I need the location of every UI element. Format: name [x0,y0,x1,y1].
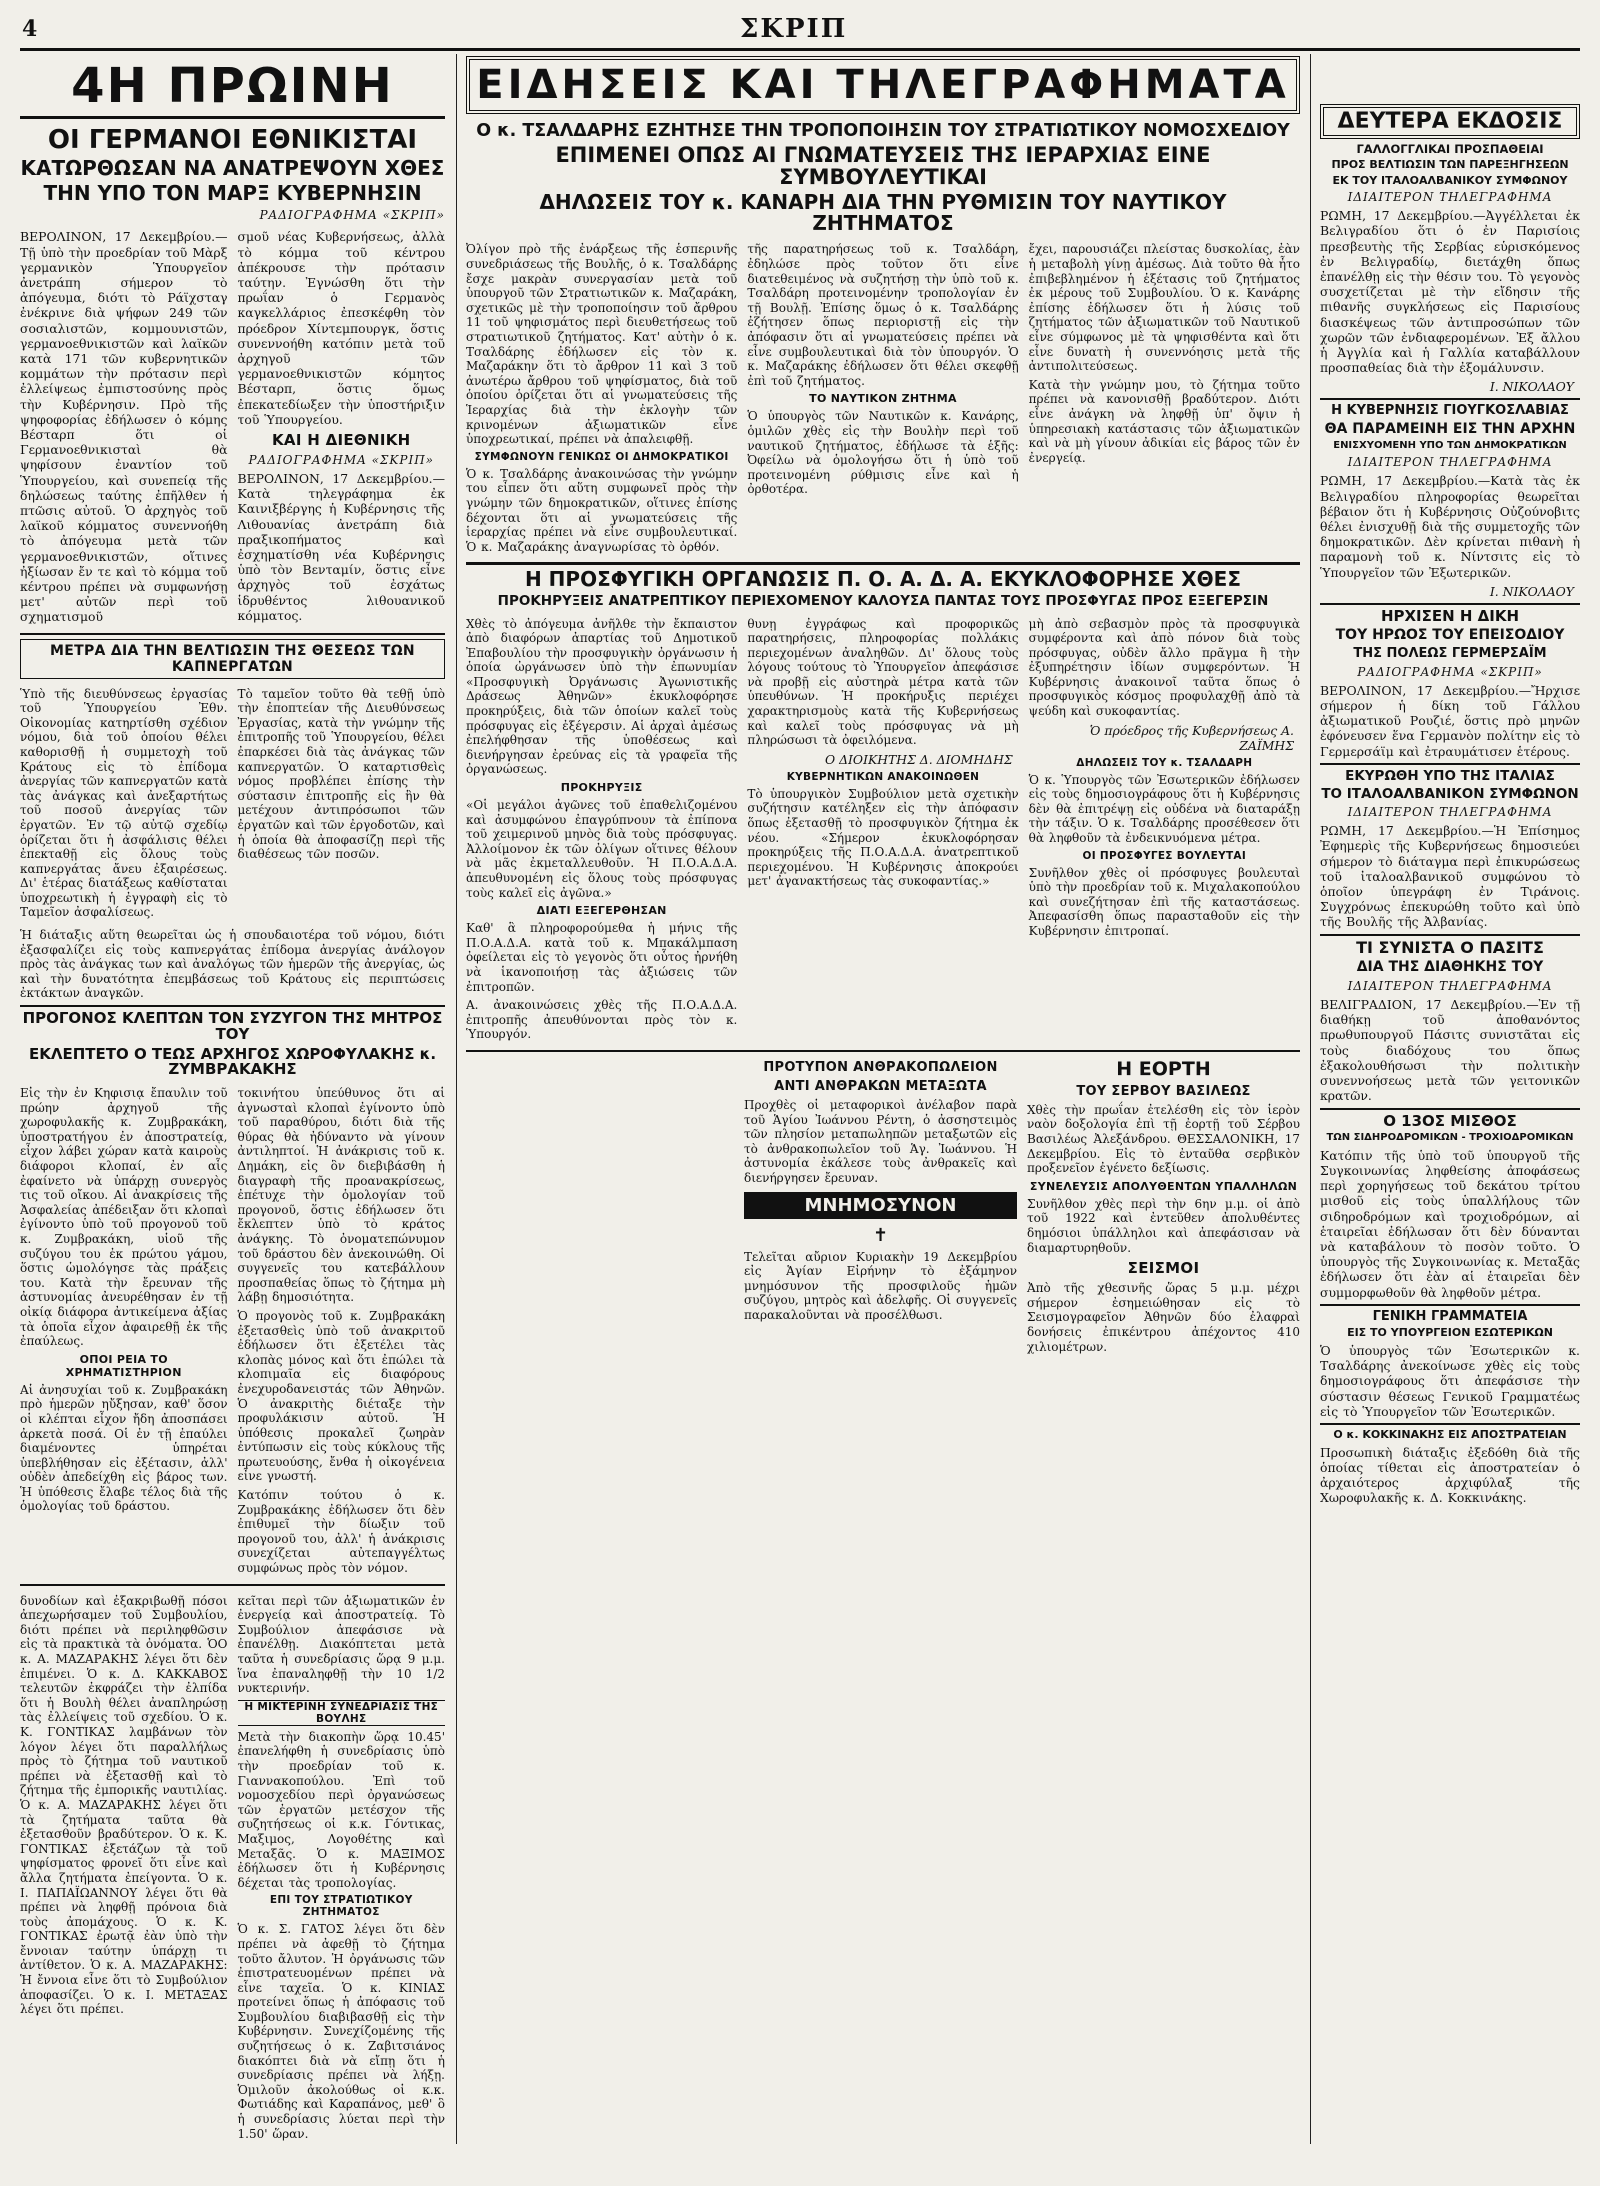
refugee-head-c: ΔΗΛΩΣΕΙΣ ΤΟΥ κ. ΤΣΑΛΔΑΡΗ [1076,756,1253,769]
refugee-text-c2: Ὁ κ. Ὑπουργὸς τῶν Ἐσωτερικῶν ἐδήλωσεν εἰς τοὺς δημοσιογράφους ὅτι ἡ Κυβέρνησις δὲν θὰ ἐπιτρέψῃ εἰς οὐδένα νὰ διαταράξῃ τὴν τάξιν. Ὁ κ. Τσαλδάρης προσέθεσεν ὅτι θὰ ληφθοῦν τὰ ἐνδεικνυόμενα μέτρα. [1028,772,1300,846]
column-rule [1310,54,1311,2144]
refugee-sign-c: Ὁ πρόεδρος τῆς Κυβερνήσεως Α. ΖΑΪΜΗΣ [1089,722,1294,753]
lower-head-b3: ΣΥΝΕΛΕΥΣΙΣ ΑΠΟΛΥΘΕΝΤΩΝ ΥΠΑΛΛΗΛΩΝ [1029,1179,1298,1193]
refugee-text-a3: Καθ' ἃ πληροφορούμεθα ἡ μήνις τῆς Π.Ο.Α.Δ.Α. κατὰ τοῦ κ. Μπακάλμπαση ὀφείλεται εἰς τὸ γεγονὸς ὅτι οὗτος ἠρνήθη νὰ ἱκανοποιήσῃ τὰς ἀξιώσεις τῶν ἐπιτροπῶν. [466,921,738,994]
r4-source: ΙΔΙΑΙΤΕΡΟΝ ΤΗΛΕΓΡΑΦΗΜΑ [1347,805,1553,820]
refugee-text-a4: Α. ἀνακοινώσεις χθὲς τῆς Π.Ο.Α.Δ.Α. ἐπιτροπῆς ἀπευθύνονται πρὸς τὸν κ. Ὑπουργόν. [466,998,738,1042]
sub-headline: ΚΑΙ Η ΔΙΕΘΝΙΚΗ [271,430,411,449]
story-body [20,225,445,628]
r3-headline-2: ΤΟΥ ΗΡΩΟΣ ΤΟΥ ΕΠΕΙΣΟΔΙΟΥ [1335,627,1565,644]
r5-source: ΙΔΙΑΙΤΕΡΟΝ ΤΗΛΕΓΡΑΦΗΜΑ [1347,979,1553,994]
r8-headline: Ο κ. ΚΟΚΚΙΝΑΚΗΣ ΕΙΣ ΑΠΟΣΤΡΑΤΕΙΑΝ [1333,1427,1567,1441]
story4-text-a: δυνοδίων καὶ ἐξακριβωθῇ πόσοι ἀπεχωρήσαμεν τοῦ Συμβουλίου, διότι πρέπει νὰ περιληφθῶσιν εἰς τὰ πρακτικὰ τὰ ὀνόματα. ὉΟ κ. Α. ΜΑΖΑΡΑΚΗΣ λέγει ὅτι δὲν ἐπιμένει. Ὁ κ. Δ. ΚΑΚΚΑΒΟΣ τελευτῶν ἐκφράζει τὴν ἐλπίδα ὅτι ἡ Βουλὴ θέλει ἀναπληρώσῃ τὰς ἐλλείψεις τοῦ σχεδίου. Ὁ κ. Κ. ΓΟΝΤΙΚΑΣ λαμβάνων τὸν λόγον λέγει ὅτι παραλλήλως πρὸς τὸ ζήτημα τοῦ ναυτικοῦ πρέπει νὰ ἐξετασθῇ καὶ τὸ ζήτημα τῆς ἐμπορικῆς ναυτιλίας. Ὁ κ. Α. ΜΑΖΑΡΑΚΗΣ λέγει ὅτι τὰ ζητήματα ταῦτα θὰ ἐξετασθοῦν βραδύτερον. Ὁ κ. Κ. ΓΟΝΤΙΚΑΣ ἐξετάζων τὰ τοῦ ψηφίσματος φρονεῖ ὅτι εἶνε καὶ ἄλλα ζητήματα ἐπείγοντα. Ὁ κ. Ι. ΠΑΠΑΪΩΑΝΝΟΥ λέγει ὅτι θὰ πρέπει νὰ ληφθῇ πρόνοια διὰ τοὺς ἀπομάχους. Ὁ κ. Κ. ΓΟΝΤΙΚΑΣ ἐρωτᾷ ἐὰν ὑπὸ τὴν ἔννοιαν ταύτην ὑπάρχῃ τι ἀντίθετον. Ὁ κ. Α. ΜΑΖΑΡΑΚΗΣ: Ἡ ἔννοια εἶνε ὅτι τὸ Συμβούλιον ἀποφασίζει. Ὁ κ. Ι. ΜΕΤΑΞΑΣ λέγει ὅτι πρέπει. [20,1593,228,2017]
lead-headline-2: ΕΠΙΜΕΝΕΙ ΟΠΩΣ ΑΙ ΓΝΩΜΑΤΕΥΣΕΙΣ ΤΗΣ ΙΕΡΑΡΧΙΑΣ ΕΙΝΕ ΣΥΜΒΟΥΛΕΥΤΙΚΑΙ [555,143,1211,190]
divider [1320,1304,1580,1306]
r2-text: ΡΩΜΗ, 17 Δεκεμβρίου.—Κατὰ τὰς ἐκ Βελιγραδίου πληροφορίας θεωρεῖται βέβαιον ὅτι ἡ Κυβέρνησις Οὐζούνοβιτς θέλει ἐνισχυθῇ διὰ τῆς συμμετοχῆς τῶν δημοκρατικῶν. Δὲν κρίνεται πιθανὴ ἡ παραμονὴ τοῦ κ. Νίντσιτς εἰς τὸ Ὑπουργεῖον τῶν Ἐξωτερικῶν. [1320,473,1580,580]
lower-text-b: Χθὲς τὴν πρωΐαν ἐτελέσθη εἰς τὸν ἱερὸν ναὸν δοξολογία ἐπὶ τῇ ἐορτῇ τοῦ Σέρβου Βασιλέως Ἀλεξάνδρου. ΘΕΣΣΑΛΟΝΙΚΗ, 17 Δεκεμβρίου. Εἰς τὸ ἐνταῦθα σερβικὸν προξενεῖον ἐγένετο δεξίωσις. [1027,1102,1300,1176]
headline-line-1: ΟΙ ΓΕΡΜΑΝΟΙ ΕΘΝΙΚΙΣΤΑΙ [47,125,418,155]
story2-body [20,683,445,925]
second-edition-section [1320,54,1580,2144]
lead-text-c: ἔχει, παρουσιάζει πλείστας δυσκολίας, ἐὰν ἡ μεταβολὴ γίνῃ ἀμέσως. Διὰ τοῦτο θὰ ἦτο ἐπιβεβλημένον ἡ ἐξέτασις τοῦ ζητήματος ἐκ μέρους τοῦ Συμβουλίου. Ὁ κ. Κανάρης ἐπίσης ἐδήλωσεν ὅτι ἡ λύσις τοῦ ζητήματος τῶν ἀξιωματικῶν τοῦ Ναυτικοῦ εἶνε σύμφωνος μὲ τὰ ψηφισθέντα καὶ ὅτι εἶνε δυνατὴ ἡ συνεννόησις μετὰ τῆς ἀντιπολιτεύσεως. [1028,242,1300,374]
r4-headline-1: ΕΚΥΡΩΘΗ ΥΠΟ ΤΗΣ ΙΤΑΛΙΑΣ [1345,767,1555,784]
r1-headline-2: ΠΡΟΣ ΒΕΛΤΙΩΣΙΝ ΤΩΝ ΠΑΡΕΞΗΓΗΣΕΩΝ [1331,158,1569,172]
left-section [20,54,445,2144]
divider [1320,763,1580,765]
r6-headline-1: Ο 13ΟΣ ΜΙΣΘΟΣ [1383,1111,1517,1130]
story4-heading-c: ΕΠΙ ΤΟΥ ΣΤΡΑΤΙΩΤΙΚΟΥ ΖΗΤΗΜΑΤΟΣ [269,1894,413,1919]
refugee-text-b: θυνῃ ἐγγράφως καὶ προφορικῶς παρατηρήσεις, πληροφορίας πολλάκις περιεχομένων ἀναληθῶν. Δι' ὅλους τοὺς λόγους τούτους τὸ Ὑπουργεῖον ἀπεφάσισε νὰ προβῇ εἰς αὐστηρὰ μέτρα κατὰ τῶν ὑπευθύνων. Ἡ προκήρυξις περιέχει χαρακτηρισμοὺς κατὰ τῆς Κυβερνήσεως καὶ καλεῖ τοὺς πρόσφυγας νὰ μὴ πληρώσωσι τὰ ὀφειλόμενα. [747,616,1019,748]
divider [20,633,445,635]
r1-sign: Ι. ΝΙΚΟΛΑΟΥ [1489,379,1574,395]
r2-sign: Ι. ΝΙΚΟΛΑΟΥ [1489,583,1574,599]
divider [466,562,1300,565]
story4-text-b: κεῖται περὶ τῶν ἀξιωματικῶν ἐν ἐνεργείᾳ καὶ ἀποστρατείᾳ. Τὸ Συμβούλιον ἀπεφάσισε νὰ ἐπανέλθῃ. Διακόπτεται μετὰ ταῦτα ἡ συνεδρίασις ὥρᾳ 9 μ.μ. ἵνα ἐπαναληφθῇ τὴν 10 1/2 νυκτερινήν. [237,1593,445,1696]
r1-text: ΡΩΜΗ, 17 Δεκεμβρίου.—Ἀγγέλλεται ἐκ Βελιγραδίου ὅτι ὁ ἐν Παρισίοις πρεσβευτὴς τῆς Σερβίας εὑρισκόμενος ἐν Βελιγραδίῳ, διετάχθη ὅπως ἐπανέλθῃ εἰς τὴν θέσιν του. Τὸ γεγονὸς συσχετίζεται μὲ τὴν εἴδησιν τῆς πιθανῆς συγκλήσεως εἰς Παρισίους διασκέψεως τῶν ἀντιπροσώπων τῶν χωρῶν τῶν ἐνδιαφερομένων. Ἐξ ἄλλου ἡ Ἀγγλία καὶ ἡ Γαλλία καταβάλλουν προσπαθείας διὰ τὴν ἐξομάλυνσιν. [1320,208,1580,376]
r3-headline-3: ΤΗΣ ΠΟΛΕΩΣ ΓΕΡΜΕΡΣΑΪΜ [1353,646,1547,662]
story2-text-b: Τὸ ταμεῖον τοῦτο θὰ τεθῇ ὑπὸ τὴν ἐποπτείαν τῆς Διευθύνσεως Ἐργασίας, κατὰ τὴν γνώμην τῆς ἐπιτροπῆς τοῦ Ὑπουργείου, θέλει ἐπαρκέσει διὰ τὰς ἀνάγκας τῶν καπνεργατῶν. Ὁ καταρτισθεὶς νόμος προβλέπει ἐπίσης τὴν σύστασιν ἐπιτροπῆς εἰς ἣν θὰ μετέχουν ἀντιπρόσωποι τῶν ἐργατῶν καὶ τῶν ἐργοδοτῶν, καὶ ἡ ὁποία θὰ ἀποφασίζῃ περὶ τῆς διαθέσεως τῶν ποσῶν. [237,686,445,862]
cross-icon: ✝ [872,1224,889,1246]
lower-head-b: Η ΕΟΡΤΗ [1116,1057,1211,1080]
r1-headline-3: ΕΚ ΤΟΥ ΙΤΑΛΟΑΛΒΑΝΙΚΟΥ ΣΥΜΦΩΝΟΥ [1332,173,1568,187]
refugee-head-b: ΚΥΒΕΡΝΗΤΙΚΩΝ ΑΝΑΚΟΙΝΩΘΕΝ [786,770,980,783]
second-edition-title: ΔΕΥΤΕΡΑ ΕΚΔΟΣΙΣ [1337,109,1563,134]
refugee-subheadline: ΠΡΟΚΗΡΥΞΕΙΣ ΑΝΑΤΡΕΠΤΙΚΟΥ ΠΕΡΙΕΧΟΜΕΝΟΥ ΚΑΛΟΥΣΑ ΠΑΝΤΑΣ ΤΟΥΣ ΠΡΟΣΦΥΓΑΣ ΠΡΟΣ ΕΞΕΓΕΡΣΙΝ [497,593,1269,610]
r6-headline-2: ΤΩΝ ΣΙΔΗΡΟΔΡΟΜΙΚΩΝ - ΤΡΟΧΙΟΔΡΟΜΙΚΩΝ [1326,1132,1574,1144]
story3b-text-b: Κατόπιν τούτου ὁ κ. Ζυμβρακάκης ἐδήλωσεν ὅτι δὲν ἐπιθυμεῖ τὴν δίωξιν τοῦ προγονοῦ του, ἀλλ' ἡ ἀνάκρισις συνεχίζεται αὐτεπαγγέλτως συμφώνως πρὸς τὸν νόμον. [237,1488,445,1576]
divider [20,1584,445,1586]
story3b-heading: ΟΠΟΙ ΡΕΙΑ ΤΟ ΧΡΗΜΑΤΙΣΤΗΡΙΟΝ [65,1352,182,1379]
story4-body [20,1590,445,2144]
page-number: 4 [22,16,38,42]
lower-text-b3: Ἀπὸ τῆς χθεσινῆς ὥρας 5 μ.μ. μέχρι σήμερον ἐσημειώθησαν εἰς τὸ Σεισμογραφεῖον Ἀθηνῶν δύο ἐλαφραὶ δονήσεις ἐπικέντρου ἀπέχοντος 410 χιλιομέτρων. [1027,1281,1300,1354]
lead-text-a: Ὀλίγον πρὸ τῆς ἐνάρξεως τῆς ἑσπερινῆς συνεδριάσεως τῆς Βουλῆς, ὁ κ. Τσαλδάρης ἔσχε μακρὰν συνεργασίαν μετὰ τοῦ ὑπουργοῦ τῶν Στρατιωτικῶν κ. Μαζαράκη, σχετικῶς μὲ τὴν τροποποίησιν τοῦ ἄρθρου 11 τοῦ ψηφισμάτος περὶ διευθετήσεως τοῦ στρατιωτικοῦ ζητήματος. Κατ' αὐτὴν ὁ κ. Τσαλδάρης ἐδήλωσεν εἰς τὸν κ. Μαζαράκην ὅτι τὸ ἄρθρον 11 καὶ 3 τοῦ ἀνωτέρω ἄρθρου τοῦ ψηφίσματος, διὰ τοῦ ὁποίου ὁρίζεται ὅτι αἱ γνωματεύσεις τῆς Ἱεραρχίας διὰ τὴν ἐκλογὴν τῶν κρινομένων ἀξιωματικῶν εἶνε ὑποχρεωτικαί, πρέπει νὰ ἀπαλειφθῇ. [466,242,738,447]
banner-box [466,56,1300,114]
headline-line-3: ΤΗΝ ΥΠΟ ΤΟΝ ΜΑΡΞ ΚΥΒΕΡΝΗΣΙΝ [43,181,422,206]
lead-headline-1: Ο κ. ΤΣΑΛΔΑΡΗΣ ΕΖΗΤΗΣΕ ΤΗΝ ΤΡΟΠΟΠΟΙΗΣΙΝ ΤΟΥ ΣΤΡΑΤΙΩΤΙΚΟΥ ΝΟΜΟΣΧΕΔΙΟΥ [476,121,1290,141]
refugee-text-a: Χθὲς τὸ ἀπόγευμα ἀνῆλθε τὴν ἔκπαιστον ἀπὸ διαφόρων ἀπαρτίας τοῦ Δημοτικοῦ Ἐπαβουλίου τὴν προσφυγικὴν ὀργάνωσιν ἡ ὁποία ὠργάνωσεν ὑπὸ τὴν ἐπωνυμίαν «Προσφυγικὴ Ὀργάνωσις Ἀγωνιστικῆς Δράσεως Ἀθηνῶν» ἐκυκλοφόρησε προκηρύξεις, διὰ τῶν ὁποίων καλεῖ τοὺς πρόσφυγας εἰς ἐξέγερσιν. Αἱ ἀρχαὶ ἀμέσως ἐπελήφθησαν τῆς ὑποθέσεως καὶ διενήργησαν ἐρεύνας εἰς τὰ γραφεῖα τῆς ὀργανώσεως. [466,616,738,777]
r5-text: ΒΕΛΙΓΡΑΔΙΟΝ, 17 Δεκεμβρίου.—Ἐν τῇ διαθήκῃ τοῦ ἀποθανόντος πρωθυπουργοῦ Πάσιτς συνιστᾶται εἰς τοὺς διαδόχους του ὅπως ἐξακολουθήσωσι τὴν πολιτικὴν συνεννοήσεως μετὰ τῶν γειτονικῶν κρατῶν. [1320,997,1580,1104]
divider [1320,1423,1580,1425]
lead-subhead-a: ΣΥΜΦΩΝΟΥΝ ΓΕΝΙΚΩΣ ΟΙ ΔΗΜΟΚΡΑΤΙΚΟΙ [474,450,729,463]
story3-text-c: Ὁ προγονὸς τοῦ κ. Ζυμβρακάκη ἐξετασθεὶς ὑπὸ τοῦ ἀνακριτοῦ ἐδήλωσεν ὅτι ἐξετέλει τὰς κλοπὰς μόνος καὶ ὅτι ἐπώλει τὰ κλοπιμαῖα εἰς διαφόρους ἐνεχυροδανειστάς τῶν Ἀθηνῶν. Ὁ ἀνακριτὴς διέταξε τὴν προφυλάκισιν αὐτοῦ. Ἡ ὑπόθεσις προκαλεῖ ζωηρὰν ἐντύπωσιν εἰς τοὺς κύκλους τῆς πρωτευούσης, ἔνθα ἡ οἰκογένεια εἶνε γνωστή. [237,1308,445,1484]
refugee-head-c2: ΟΙ ΠΡΟΣΦΥΓΕΣ ΒΟΥΛΕΥΤΑΙ [1082,849,1247,862]
refugee-text-a2: «Οἱ μεγάλοι ἀγῶνες τοῦ ἐπαθελιζομένου καὶ ἀσυμφώνου ἐπαγρύπνουν τὰ ἐπίπονα τοῦ χειμερινοῦ μηνὸς διὰ τοὺς πρόσφυγας. Ἀλλοίμονον ἐκ τῶν ὀλίγων οἵτινες θέλουν νὰ μᾶς ἐκμεταλλευθοῦν. Ἡ Π.Ο.Α.Δ.Α. ἀπευθυνομένη εἰς ὅλους τοὺς πρόσφυγας τοὺς καλεῖ εἰς ἀγῶνα.» [466,798,738,900]
r4-headline-2: ΤΟ ΙΤΑΛΟΑΛΒΑΝΙΚΟΝ ΣΥΜΦΩΝΟΝ [1321,786,1579,802]
lead-text-c2: Κατὰ τὴν γνώμην μου, τὸ ζήτημα τοῦτο πρέπει νὰ κανονισθῇ βραδύτερον. Διότι εἶνε ἀνάγκη νὰ ληφθῇ ὑπ' ὄψιν ἡ ὑπηρεσιακὴ κατάστασις τῶν ἀξιωματικῶν καὶ νὰ μὴ γίνουν ἀδικίαι εἰς βάρος τῶν ἐν ἐνεργείᾳ. [1028,377,1300,465]
divider [466,1050,1300,1052]
divider [1320,1108,1580,1110]
r2-headline-2: ΘΑ ΠΑΡΑΜΕΙΝΗ ΕΙΣ ΤΗΝ ΑΡΧΗΝ [1324,421,1576,438]
newspaper-page [20,14,1580,2148]
lower-text-b2: Συνῆλθον χθὲς περὶ τὴν 6ην μ.μ. οἱ ἀπὸ τοῦ 1922 καὶ ἐντεῦθεν ἀπολυθέντες δημόσιοι ὑπάλληλοι καὶ ἀπεφάσισαν νὰ διαμαρτυρηθοῦν. [1027,1196,1300,1255]
edition-title: 4Η ΠΡΩΙΝΗ [20,58,445,119]
story2-headline: ΜΕΤΡΑ ΔΙΑ ΤΗΝ ΒΕΛΤΙΩΣΙΝ ΤΗΣ ΘΕΣΕΩΣ ΤΩΝ ΚΑΠΝΕΡΓΑΤΩΝ [20,639,445,679]
refugee-head-a2: ΔΙΑΤΙ ΕΞΕΓΕΡΘΗΣΑΝ [536,904,667,918]
r2-headline-3: ΕΝΙΣΧΥΟΜΕΝΗ ΥΠΟ ΤΩΝ ΔΗΜΟΚΡΑΤΙΚΩΝ [1333,439,1567,451]
lower-text-a: Προχθὲς οἱ μεταφορικοὶ ἀνέλαβον παρὰ τοῦ Ἁγίου Ἰωάννου Ρέντη, ὁ ἀσσηστειμὸς τῶν πλησίον μεταπωληπῶν μεταξωτῶν εἰς τὸ ἀνθρακοπωλεῖον τοῦ Ἁγ. Ἰωάννου. Ἡ ἀστυνομία ἐκάλεσε τοὺς ἀνθρακεῖς καὶ διενήργησεν ἔρευναν. [744,1097,1017,1185]
source-line: ΡΑΔΙΟΓΡΑΦΗΜΑ «ΣΚΡΙΠ» [259,208,445,223]
banner-title: ΕΙΔΗΣΕΙΣ ΚΑΙ ΤΗΛΕΓΡΑΦΗΜΑΤΑ [476,62,1290,108]
refugee-text-b2: Τὸ ὑπουργικὸν Συμβούλιον μετὰ σχετικὴν συζήτησιν κατέληξεν εἰς τὴν ἀπόφασιν ὅπως ἐξετασθῇ τὸ προσφυγικὸν ζήτημα ἐκ νέου. «Σήμερον ἐκυκλοφόρησαν προκηρύξεις τῆς Π.Ο.Α.Δ.Α. ἀνατρεπτικοῦ περιεχομένου. Ἡ Κυβέρνησις ἀποκρούει μετ' ἀγανακτήσεως τὰς συκοφαντίας.» [747,786,1019,889]
divider [1320,398,1580,400]
story3-headline-2: ΕΚΛΕΠΤΕΤΟ Ο ΤΕΩΣ ΑΡΧΗΓΟΣ ΧΩΡΟΦΥΛΑΚΗΣ κ. ΖΥΜΒΡΑΚΑΚΗΣ [28,1044,437,1079]
lower-head-a: ΠΡΟΤΥΠΟΝ ΑΝΘΡΑΚΟΠΩΛΕΙΟΝ [763,1059,998,1075]
r7-headline-2: ΕΙΣ ΤΟ ΥΠΟΥΡΓΕΙΟΝ ΕΣΩΤΕΡΙΚΩΝ [1347,1326,1553,1340]
lead-body [466,238,1300,558]
refugee-sign-b: Ο ΔΙΟΙΚΗΤΗΣ Δ. ΔΙΟΜΗΔΗΣ [824,751,1013,767]
lower-head-b2: ΤΟΥ ΣΕΡΒΟΥ ΒΑΣΙΛΕΩΣ [1076,1083,1251,1099]
story-text-cont: σμοῦ νέας Κυβερνήσεως, ἀλλὰ τὸ κόμμα τοῦ κέντρου ἀπέκρουσε τὴν πρότασιν ταύτην. Ἐγνώσθη ὅτι τὴν πρωΐαν ὁ Γερμανὸς καγκελλάριος ἐπεσκέφθη τὸν πρόεδρον Χίντεμπουργκ, ὅστις συνεννοήθη κατόπιν μετὰ τοῦ ἀρχηγοῦ τῶν γερμανοεθνικιστῶν κόμητος Βέσταρπ, ὅστις ὅμως ἐπεκατεδίωξεν τὴν ὑποστήριξιν τοῦ Ὑπουργείου. [237,229,445,427]
r8-text: Προσωπικὴ διάταξις ἐξεδόθη διὰ τῆς ὁποίας τίθεται εἰς ἀποστρατείαν ὁ ἀρχαιότερος ἀρχιφύλαξ τῆς Χωροφυλακῆς κ. Δ. Κοκκινάκης. [1320,1444,1580,1506]
paper-name: ΣΚΡΙΠ [740,14,848,44]
r1-source: ΙΔΙΑΙΤΕΡΟΝ ΤΗΛΕΓΡΑΦΗΜΑ [1347,190,1553,205]
memorial-heading: ΜΝΗΜΟΣΥΝΟΝ [744,1192,1017,1219]
lead-headline-3: ΔΗΛΩΣΕΙΣ ΤΟΥ κ. ΚΑΝΑΡΗ ΔΙΑ ΤΗΝ ΡΥΘΜΙΣΙΝ ΤΟΥ ΝΑΥΤΙΚΟΥ ΖΗΤΗΜΑΤΟΣ [539,190,1227,236]
second-edition-banner [1320,104,1580,139]
refugee-head-a: ΠΡΟΚΗΡΥΞΙΣ [560,781,643,795]
r4-text: ΡΩΜΗ, 17 Δεκεμβρίου.—Ἡ Ἐπίσημος Ἐφημερὶς τῆς Κυβερνήσεως δημοσιεύει σήμερον τὸ διάταγμα περὶ ἐπικυρώσεως τοῦ ἰταλοαλβανικοῦ συμφώνου τὸ ὁποῖον ὑπεγράφη ἐν Τιράνοις. Συγχρόνως ἐπεκυρώθη τοῦτο καὶ ὑπὸ τῆς Βουλῆς τῆς Ἀλβανίας. [1320,823,1580,930]
refugee-text-c3: Συνῆλθον χθὲς οἱ πρόσφυγες βουλευταὶ ὑπὸ τὴν προεδρίαν τοῦ κ. Μιχαλακοπούλου καὶ συνεζήτησαν ἐπὶ τῆς καταστάσεως. Ἀπεφασίσθη ὅπως παρασταθοῦν εἰς τὴν Κυβέρνησιν ἐπιτροπαί. [1028,865,1300,939]
lower-text-a2: Τελεῖται αὔριον Κυριακὴν 19 Δεκεμβρίου εἰς Ἁγίαν Εἰρήνην τὸ ἐξάμηνον μνημόσυνον τῆς προσφιλοῦς ἡμῶν συζύγου, μητρὸς καὶ ἀδελφῆς. Οἱ συγγενεῖς παρακαλοῦνται νὰ προσέλθωσι. [744,1249,1017,1322]
story3-text-b: τοκινήτου ὑπεύθυνος ὅτι αἱ ἀγνωσταὶ κλοπαὶ ἐγίνοντο ὑπὸ τοῦ παραθύρου, διότι διὰ τῆς θύρας θὰ ἠδύναντο νὰ γίνουν ἀντιληπτοί. Ἡ ἀνάκρισις τοῦ κ. Δημάκη, εἰς ὃν διεβιβάσθη ἡ διαγραφὴ τῆς προανακρίσεως, ἐπέτυχε τὴν ὁμολογίαν τοῦ προγονοῦ, ὅστις ἐδήλωσεν ὅτι ἔκλεπτεν ὑπὸ τὸ κράτος ἀνάγκης. Τὸ ὀνοματεπώνυμον τοῦ δράστου δὲν ἀνεκοινώθη. Οἱ συγγενεῖς του κατεβάλλουν προσπαθείας ὅπως τὸ ζήτημα μὴ λάβῃ δημοσιότητα. [237,1086,445,1305]
r5-headline-2: ΔΙΑ ΤΗΣ ΔΙΑΘΗΚΗΣ ΤΟΥ [1356,959,1544,976]
lead-subhead-b: ΤΟ ΝΑΥΤΙΚΟΝ ΖΗΤΗΜΑ [809,392,957,406]
page-header [20,14,1580,51]
r3-headline-1: ΗΡΧΙΣΕΝ Η ΔΙΚΗ [1380,606,1520,625]
refugee-text-c: μὴ ἀπὸ σεβασμὸν πρὸς τὰ προσφυγικὰ συμφέροντα καὶ ἀπὸ πόνον διὰ τοὺς πρόσφυγας, οὐδὲν ἄλλο πρᾶγμα ἢ τὴν ἐξυπηρέτησιν ἰδίων συμφερόντων. Ἡ Κυβέρνησις ἀνακοινοῖ ταῦτα ὅπως ὁ προσφυγικὸς κόσμος προφυλαχθῇ ἀπὸ τὰ ψεύδη καὶ συκοφαντίας. [1028,616,1300,719]
r3-text: ΒΕΡΟΛΙΝΟΝ, 17 Δεκεμβρίου.—Ἤρχισε σήμερον ἡ δίκη τοῦ Γάλλου ἀξιωματικοῦ Ρουζιέ, ὅστις πρὸ μηνῶν ἐφόνευσεν ἕνα Γερμανὸν πολίτην εἰς τὸ Γερμερσάϊμ καὶ ἐτραυμάτισεν ἑτέρους. [1320,682,1580,759]
story4-text-b2: Μετὰ τὴν διακοπὴν ὥρᾳ 10.45' ἐπανελήφθη ἡ συνεδρίασις ὑπὸ τὴν προεδρίαν τοῦ κ. Γιαννακοπούλου. Ἐπὶ τοῦ νομοσχεδίου περὶ ὀργανώσεως τῶν ἐργατῶν μετέσχον τῆς συζητήσεως οἱ κ.κ. Γόντικας, Μαξιμος, Λογοθέτης καὶ Μεταξᾶς. Ὁ κ. ΜΑΞΙΜΟΣ ἐδήλωσεν ὅτι ἡ Κυβέρνησις δέχεται τὰς τροπολογίας. [237,1729,445,1890]
story-text: ΒΕΡΟΛΙΝΟΝ, 17 Δεκεμβρίου.—Τῇ ὑπὸ τὴν προεδρίαν τοῦ Μὰρξ γερμανικὸν Ὑπουργεῖον ἀνετράπη σήμερον τὸ ἀπόγευμα, διότι τὸ Ράϊχσταγ ἐνέκρινε διὰ ψήφων 249 τῶν σοσιαλιστῶν, κομμουνιστῶν, γερμανοεθνικιστῶν καὶ λαϊκῶν κατὰ 171 τῶν κυβερνητικῶν κομμάτων τὴν πρότασιν περὶ ἐλλείψεως ἐμπιστοσύνης πρὸς τὴν Κυβέρνησιν. Πρὸ τῆς ψηφοφορίας ἐδήλωσεν ὁ κόμης Βέσταρπ ὅτι οἱ Γερμανοεθνικισταὶ θὰ ψηφίσουν ἐναντίον τοῦ Ὑπουργείου, καὶ συνεπείᾳ τῆς δηλώσεως ταύτης ἐπῆλθεν ἡ πτῶσις αὐτοῦ. Ὁ ἀρχηγὸς τοῦ λαϊκοῦ κόμματος συνεννοήθη τὸ ἀπόγευμα μετὰ τῶν γερμανοεθνικιστῶν, οἵτινες ἠξίωσαν ἔν τε καὶ τὸ κόμμα τοῦ κέντρου πρέπει νὰ συμφωνήσῃ μετ' αὐτῶν περὶ τοῦ σχηματισμοῦ [20,229,228,625]
story4-heading-b: Η ΜΙΚΤΕΡΙΝΗ ΣΥΝΕΔΡΙΑΣΙΣ ΤΗΣ ΒΟΥΛΗΣ [238,1700,446,1726]
lead-text-b: τῆς παρατηρήσεως τοῦ κ. Τσαλδάρη, ἐδηλώσε πρὸς τοῦτον ὅτι εἶνε διατεθειμένος νὰ συζητήσῃ τὴν ὑπὸ τοῦ κ. Τσαλδάρη προτεινομένην τροπολογίαν ἐν τῇ Βουλῇ. Ἐπίσης ὅμως ὁ κ. Τσαλδάρης ἐζήτησεν ὅπως περιοριστῇ εἰς τὴν ἀπόφασιν ὅτι αἱ γνωματεύσεις πρέπει νὰ εἶνε συμβουλευτικαὶ διὰ τὸν ὑπουργόν. Ὁ κ. Μαζαράκης ἐδήλωσεν ὅτι θέλει σκεφθῇ ἐπὶ τοῦ ζητήματος. [747,242,1019,388]
story3-text-a: Εἰς τὴν ἐν Κηφισιᾳ ἔπαυλιν τοῦ πρώην ἀρχηγοῦ τῆς χωροφυλακῆς κ. Ζυμβρακάκη, ὑποστρατήγου ἐν ἀποστρατείᾳ, εἶχον λάβει χώραν κατὰ καιροὺς διάφοροι κλοπαί, ἐν αἷς ἐφαίνετο νὰ ὑπάρχῃ συνεργὸς τις τοῦ οἴκου. Αἱ ἀνακρίσεις τῆς Ἀσφαλείας ἀπέδειξαν ὅτι κλοπαὶ ἐγίνοντο ὑπὸ τοῦ προγονοῦ τοῦ κ. Ζυμβρακάκη, υἱοῦ τῆς συζύγου του ἐκ πρώτου γάμου, ὅστις ὡμολόγησε τὰς πράξεις του. Κατὰ τὴν ἔρευναν τῆς ἀστυνομίας ἀνευρέθησαν ἐν τῇ οἰκίᾳ διάφορα ἀντικείμενα ἀξίας τὰ ὁποῖα εἶχον ἀφαιρεθῇ ἐκ τῆς ἐπαύλεως. [20,1086,228,1349]
news-section [466,54,1300,2144]
refugee-body [466,613,1300,1046]
lower-body [744,1056,1300,1358]
r2-headline-1: Η ΚΥΒΕΡΝΗΣΙΣ ΓΙΟΥΓΚΟΣΛΑΒΙΑΣ [1331,403,1569,419]
story-text-sub: ΒΕΡΟΛΙΝΟΝ, 17 Δεκεμβρίου.—Κατὰ τηλεγράφημα ἐκ Καινιξβέργης ἡ Κυβέρνησις τῆς Λιθουανίας ἀνετράπη διὰ πραξικοπήματος καὶ ἐσχηματίσθη νέα Κυβέρνησις ὑπὸ τὸν Βενταμίν, ὅστις εἶνε ἀρχηγὸς τοῦ ἐσχάτως ἱδρυθέντος λιθουανικοῦ κόμματος. [237,470,445,623]
r5-headline-1: ΤΙ ΣΥΝΙΣΤΑ Ο ΠΑΣΙΤΣ [1356,937,1544,957]
r7-headline-1: ΓΕΝΙΚΗ ΓΡΑΜΜΑΤΕΙΑ [1372,1308,1528,1324]
r3-source: ΡΑΔΙΟΓΡΑΦΗΜΑ «ΣΚΡΙΠ» [1357,664,1543,679]
refugee-headline: Η ΠΡΟΣΦΥΓΙΚΗ ΟΡΓΑΝΩΣΙΣ Π. Ο. Α. Δ. Α. ΕΚΥΚΛΟΦΟΡΗΣΕ ΧΘΕΣ [524,567,1241,592]
column-rule [456,54,457,2144]
lower-head-a2: ΑΝΤΙ ΑΝΘΡΑΚΩΝ ΜΕΤΑΞΩΤΑ [774,1078,987,1094]
r7-text: Ὁ ὑπουργὸς τῶν Ἐσωτερικῶν κ. Τσαλδάρης ἀνεκοίνωσε χθὲς εἰς τοὺς δημοσιογράφους ὅτι ἀπεφάσισε τὴν σύστασιν θέσεως Γενικοῦ Γραμματέως εἰς τὸ Ὑπουργεῖον τῶν Ἐσωτερικῶν. [1320,1342,1580,1419]
story2-text-a: Ὑπὸ τῆς διευθύνσεως ἐργασίας τοῦ Ὑπουργείου Ἐθν. Οἰκονομίας κατηρτίσθη σχέδιον νόμου, διὰ τοῦ ὁποίου θέλει καθορισθῇ ἡ συμμετοχὴ τοῦ Κράτους εἰς τὸ ἐπίδομα ἀνεργίας τῶν καπνεργατῶν κατὰ τὰς ἀνάγκας καὶ ἀνεξαρτήτως τοῦ ποσοῦ ἀνεργίας τῶν ἐργατῶν. Ἐν τῷ αὐτῷ σχεδίῳ ὁρίζεται ὅτι ἡ ἀσφάλισις θέλει ἐπεκταθῇ εἰς ὅλους τοὺς καπνεργάτας ἄνευ ἐξαιρέσεως. Δι' ἑτέρας διατάξεως καθίσταται ὑποχρεωτικὴ ἡ ἐγγραφὴ εἰς τὸ Ταμεῖον ἀσφαλίσεως. [20,686,228,920]
story3-body [20,1082,445,1580]
headline-line-2: ΚΑΤΩΡΘΩΣΑΝ ΝΑ ΑΝΑΤΡΕΨΟΥΝ ΧΘΕΣ [20,156,445,181]
story3b-text: Αἱ ἀνησυχίαι τοῦ κ. Ζυμβρακάκη πρὸ ἡμερῶν ηὔξησαν, καθ' ὅσον οἱ κλέπται εἶχον ἤδη ἀποσπάσει ἀρκετὰ ποσά. Οἱ ἐν τῇ ἐπαύλει διαμένοντες ὑπηρέται ὑπεβλήθησαν εἰς ἐξέτασιν, ἀλλ' οὐδὲν ἀπεδείχθη εἰς βάρος των. Ἡ ὑπόθεσις ἔλαβε τέλος διὰ τῆς ὁμολογίας τοῦ δράστου. [20,1382,228,1514]
sub-source: ΡΑΔΙΟΓΡΑΦΗΜΑ «ΣΚΡΙΠ» [248,452,435,467]
divider [1320,603,1580,605]
r6-text: Κατόπιν τῆς ὑπὸ τοῦ ὑπουργοῦ τῆς Συγκοινωνίας ληφθείσης ἀποφάσεως περὶ χορηγήσεως τοῦ δεκάτου τρίτου μισθοῦ εἰς τοὺς ὑπαλλήλους τῶν σιδηροδρόμων καὶ τροχιοδρόμων, αἱ ἑταιρεῖαι ἐδήλωσαν ὅτι δὲν δύνανται νὰ καταβάλουν τὸ ποσὸν τοῦτο. Ὁ ὑπουργὸς τῆς Συγκοινωνίας κ. Μεταξᾶς ἐδήλωσεν ὅτι ἐὰν αἱ ἑταιρεῖαι δὲν συμμορφωθοῦν θὰ ληφθοῦν μέτρα. [1320,1147,1580,1300]
r2-source: ΙΔΙΑΙΤΕΡΟΝ ΤΗΛΕΓΡΑΦΗΜΑ [1347,455,1553,470]
r1-headline-1: ΓΑΛΛΟΓΓΛΙΚΑΙ ΠΡΟΣΠΑΘΕΙΑΙ [1356,142,1544,157]
lead-text-b2: Ὁ ὑπουργὸς τῶν Ναυτικῶν κ. Κανάρης, ὁμιλῶν χθὲς εἰς τὴν Βουλὴν περὶ τοῦ ναυτικοῦ ζητήματος, ἐδήλωσε τὰ ἑξῆς: Ὀφείλω νὰ ὁμολογήσω ὅτι ἡ ὑπὸ τοῦ προτεινομένη ρύθμισις εἶνε καὶ ἡ ὀρθοτέρα. [747,409,1019,497]
story3-headline-1: ΠΡΟΓΟΝΟΣ ΚΛΕΠΤΩΝ ΤΟΝ ΣΥΖΥΓΟΝ ΤΗΣ ΜΗΤΡΟΣ ΤΟΥ [22,1009,443,1043]
story4-text-b3: Ὁ κ. Σ. ΓΑΤΟΣ λέγει ὅτι δὲν πρέπει νὰ ἀφεθῇ τὸ ζήτημα τοῦτο ἄλυτον. Ἡ ὀργάνωσις τῶν ἐπιστρατευομένων πρέπει νὰ εἶνε ταχεῖα. Ὁ κ. ΚΙΝΙΑΣ προτείνει ὅπως ἡ ἀπόφασις τοῦ Συμβουλίου διαβιβασθῇ εἰς τὴν Κυβέρνησιν. Συνεχίζομένης τῆς συζητήσεως ὁ κ. Ζαβιτσιάνος διακόπτει διὰ νὰ εἴπῃ ὅτι ἡ συνεδρίασις πρέπει νὰ λήξῃ. Ὁμιλοῦν ἀκολούθως οἱ κ.κ. Φωτιάδης καὶ Καραπάνος, μεθ' ὃ ἡ συνεδρίασις λύεται περὶ τὴν 1.50' ὥραν. [237,1922,445,2141]
divider [20,1005,445,1007]
lead-text-a2: Ὁ κ. Τσαλδάρης ἀνακοινώσας τὴν γνώμην του εἶπεν ὅτι αὕτη συμφωνεῖ πρὸς τὴν γνώμην τῶν δημοκρατικῶν, οἵτινες ἐπίσης δέχονται ὅτι αἱ γνωματεύσεις τῆς ἱεραρχίας πρέπει νὰ εἶνε συμβουλευτικαί. Ὁ κ. Μαζαράκης ἀναγνωρίσας τὸ ὀρθόν. [466,466,738,554]
divider [1320,934,1580,936]
lower-head-b4: ΣΕΙΣΜΟΙ [1127,1259,1200,1278]
story2-text-c: Ἡ διάταξις αὕτη θεωρεῖται ὡς ἡ σπουδαιοτέρα τοῦ νόμου, διότι ἐξασφαλίζει εἰς τοὺς καπνεργάτας ἐπίδομα ἀνεργίας ἀνάλογον πρὸς τὰς ἀνάγκας των καὶ ἀναλόγως τῶν ἡμερῶν τῆς ἀνεργίας, ὡς καὶ τὴν δυνατότητα ἐπεμβάσεως τοῦ Κράτους εἰς περιπτώσεις ἐκτάκτων ἀναγκῶν. [20,928,445,1001]
